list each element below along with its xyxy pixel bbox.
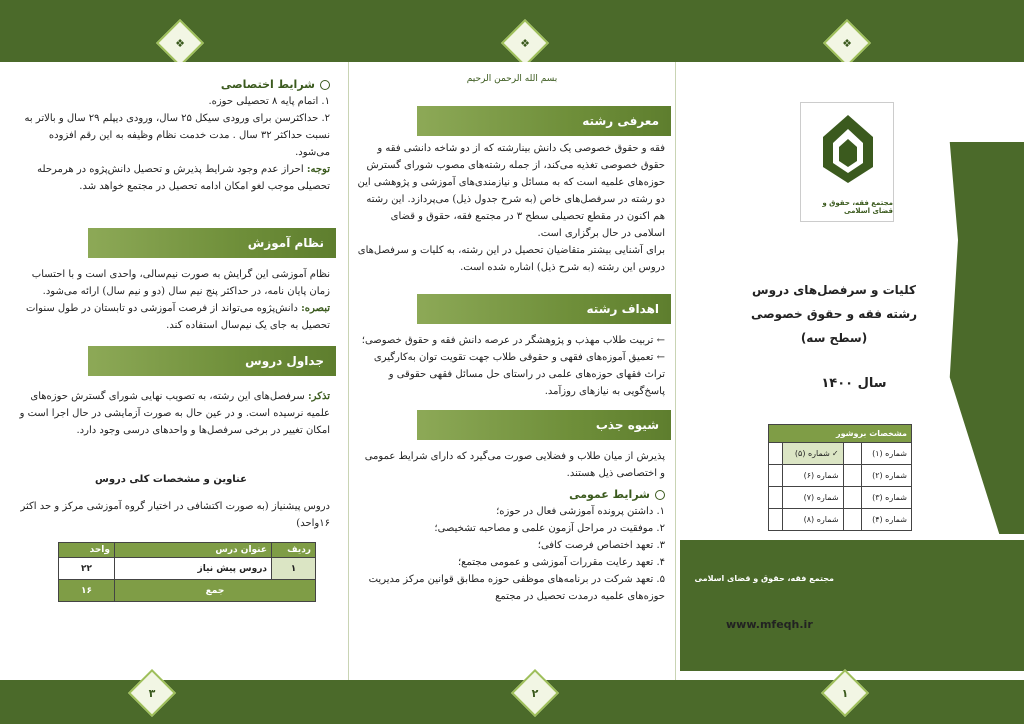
table-header-cell: عنوان درس [115,543,272,558]
table-cell: شماره (۷) [783,487,844,509]
table-row [769,509,912,531]
total-label: جمع [115,580,316,602]
general-conditions-heading: شرایط عمومی [357,488,665,501]
table-cell: شماره (۳) [861,487,911,509]
total-value: ۱۶ [59,580,115,602]
top-ornament-left: ❖ [156,19,204,67]
logo [800,102,894,222]
intro-paragraph: فقه و حقوق خصوصی یک دانش بینارشته که از دو شاخه دانشی فقه و حقوق خصوصی تغذیه می‌کند، از جمله رشته‌های مصوب شورای گسترش حوزه‌های علمیه است که به مسائل و نیازمندی‌های آموزشی و پژوهشی این دو رشته در سرفصل‌های خاص (به شرح جدول ذیل) می‌پردازد. این رشته هم اکنون در مقطع تحصیلی سطح ۳ در مجتمع فقه، حقوق و قضای اسلامی در حال برگزاری است. برای آشنایی بیشتر متقاضیان تحصیل در این رشته، به کلیات و سرفصل‌های دروس این رشته (به شرح ذیل) اشاره شده است. [357,143,665,273]
special-conditions-heading: شرایط اختصاصی [12,78,330,91]
section-bar-recruit: شیوه جذب [417,410,671,440]
special-item: ۲. حداکثرسن برای ورودی سیکل ۲۵ سال، ورودی دیپلم ۲۹ سال و بالاتر به نسبت حداکثر ۳۲ سال . مدت خدمت نظام وظیفه به این رقم افزوده می‌شود. [24,113,330,158]
title-line: کلیات و سرفصل‌های دروس [752,283,916,297]
recruit-paragraph: پذیرش از میان طلاب و فضلایی صورت می‌گیرد که دارای شرایط عمومی و اختصاصی ذیل هستند. [364,451,665,479]
arrow-icon: ← [656,335,665,346]
basmala: بسم الله الرحمن الرحیم [466,74,558,84]
brochure-table-header: مشخصات بروشور [769,425,912,443]
goals-list [357,332,665,400]
circle-bullet-icon [320,80,330,90]
top-ornament-middle: ❖ [501,19,549,67]
top-ornament-right: ❖ [823,19,871,67]
page-number-badge: ۳ [128,669,176,717]
table-header-cell: ردیف [272,543,316,558]
system-paragraph: نظام آموزشی این گرایش به صورت نیم‌سالی، واحدی است و با احتساب زمان پایان نامه، در حداکثر پنج نیم سال (دو و نیم سال) ارائه می‌شود. تبصره: دانش‌پژوه می‌تواند از فرصت آموزشی دو تابستان در طول سنوات تحصیل به جای یک نیم‌سال استفاده کند. [25,269,330,331]
cover-stripe [680,540,1024,671]
general-item: ۱. داشتن پرونده آموزشی فعال در حوزه؛ [496,506,665,517]
table-row [769,465,912,487]
table-row [769,443,912,465]
page-number-badge: ۱ [821,669,869,717]
general-item: ۴. تعهد رعایت مقررات آموزشی و عمومی مجتمع؛ [457,557,665,568]
prereq-text: دروس پیشنیاز (به صورت اکتشافی در اختیار گروه آموزشی مرکز و حد اکثر ۱۶واحد) [20,501,330,529]
table-total-row [59,580,316,602]
special-item: ۱. اتمام پایه ۸ تحصیلی حوزه. [208,96,330,107]
table-header-cell: واحد [59,543,115,558]
logo-emblem-icon [813,111,883,191]
check-icon: ✓ [831,449,839,458]
page-two [348,62,676,680]
arrow-icon: ← [656,352,665,363]
section-bar-goals: اهداف رشته [417,294,671,324]
courses-table [58,542,316,602]
goal-item: ← تعمیق آموزه‌های فقهی و حقوقی طلاب جهت تقویت توان به‌کارگیری تراث فقهای حوزه‌های علمی در راستای حل مسائل فقهی حقوقی و پاسخ‌گویی به نیازهای روزآمد. [373,352,665,397]
general-item: ۵. تعهد شرکت در برنامه‌های موظفی حوزه مطابق قوانین مرکز مدیریت حوزه‌های علمیه درمدت تحصیل در مجتمع [368,574,665,602]
table-cell: ۲۲ [59,558,115,580]
page-three [0,62,344,680]
remind-label: تذکر: [307,391,330,402]
courses-heading: عناوین و مشخصات کلی دروس [95,474,247,485]
table-row [59,558,316,580]
title-line: رشته فقه و حقوق خصوصی [750,307,918,321]
website-link[interactable]: www.mfeqh.ir [726,618,813,631]
table-cell: شماره (۴) [861,509,911,531]
section-bar-intro: معرفی رشته [417,106,671,136]
note-label: توجه: [306,164,330,175]
circle-bullet-icon [655,490,665,500]
table-cell: شماره (۱) [861,443,911,465]
logo-text: مجتمع فقه، حقوق و قضای اسلامی [822,199,893,215]
remind-paragraph: تذکر: سرفصل‌های این رشته، به تصویب نهایی شورای گسترش حوزه‌های علمیه نرسیده است. و در عین حال به صورت آزمایشی در حال اجرا است و امکان تغییر در برخی سرفصل‌ها و واحدهای درسی وجود دارد. [19,391,330,436]
table-row [769,487,912,509]
page-number-badge: ۲ [511,669,559,717]
table-cell: ۱ [272,558,316,580]
table-cell: دروس پیش نیاز [115,558,272,580]
brochure-table [768,424,912,531]
general-item: ۲. موفقیت در مراحل آزمون علمی و مصاحبه تشخیصی؛ [434,523,665,534]
tip-label: تبصره: [301,303,330,314]
table-cell: شماره (۶) [783,465,844,487]
footer-org: مجتمع فقه، حقوق و قضای اسلامی [694,574,834,583]
cover-title [714,278,954,350]
goal-item: ← تربیت طلاب مهذب و پژوهشگر در عرصه دانش فقه و حقوق خصوصی؛ [361,335,665,346]
table-cell: شماره (۸) [783,509,844,531]
general-item: ۳. تعهد اختصاص فرصت کافی؛ [537,540,665,551]
tip-text: دانش‌پژوه می‌تواند از فرصت آموزشی دو تابستان در طول سنوات تحصیل به جای یک نیم‌سال استفاده کند. [25,303,330,331]
note-text: احراز عدم وجود شرایط پذیرش و تحصیل دانش‌پژوه در هرمرحله تحصیلی موجب لغو امکان ادامه تحصیل در مجتمع خواهد شد. [37,164,330,192]
note-paragraph [12,161,330,195]
section-bar-tables: جداول دروس [88,346,336,376]
general-conditions [357,488,665,605]
cover-page [680,62,1024,680]
table-cell: شماره (۲) [861,465,911,487]
table-header-row [59,543,316,558]
cover-year: سال ۱۴۰۰ [821,376,887,391]
table-cell: ✓شماره (۵) [783,443,844,465]
title-line: (سطح سه) [800,331,868,345]
section-bar-system: نظام آموزش [88,228,336,258]
